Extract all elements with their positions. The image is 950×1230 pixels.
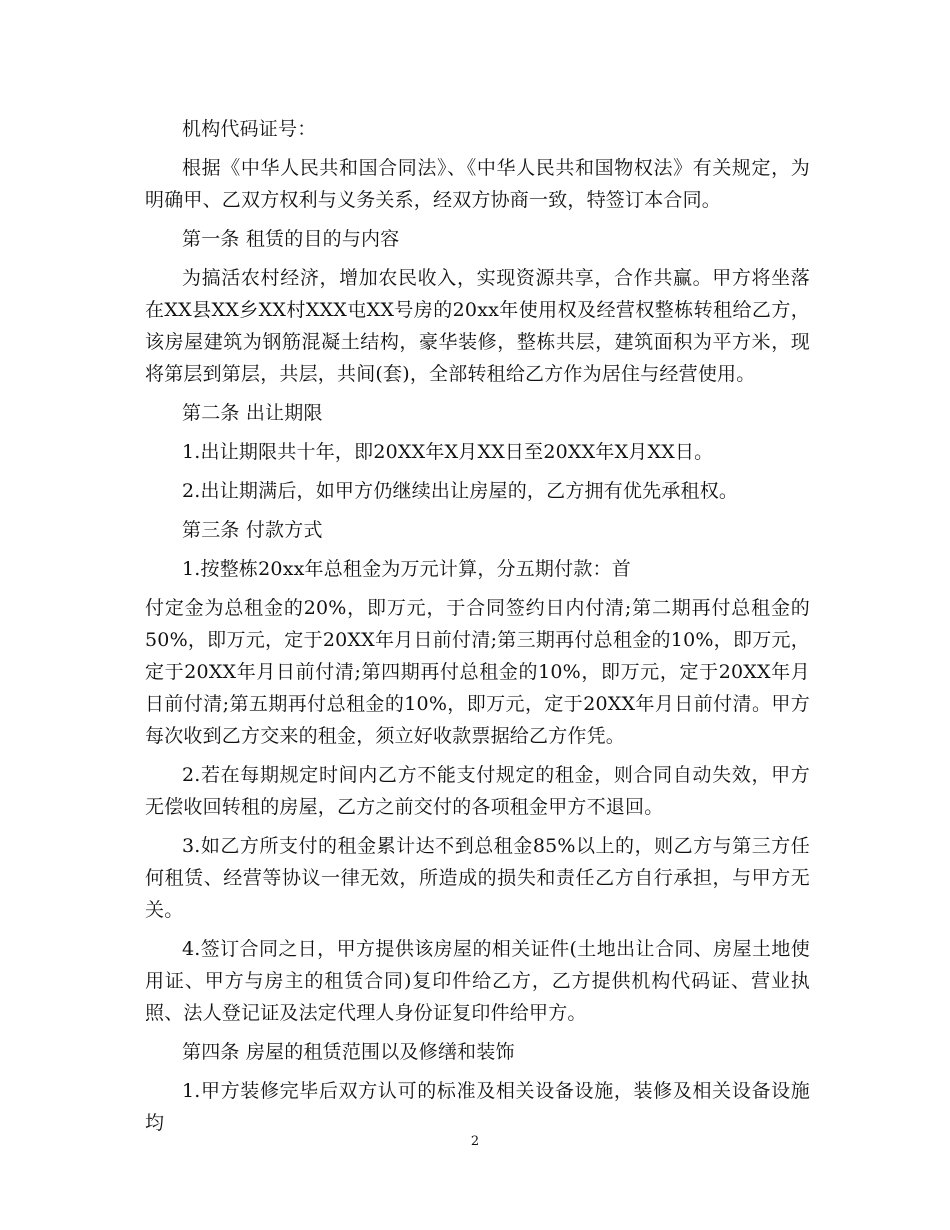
article-2-item-2: 2.出让期满后，如甲方仍继续出让房屋的，乙方拥有优先承租权。 [182,480,739,502]
article-1-heading: 第一条 租赁的目的与内容 [182,228,400,250]
article-4-item-1: 1.甲方装修完毕后双方认可的标准及相关设备设施，装修及相关设备设施均 [145,1080,810,1134]
article-4-heading: 第四条 房屋的租赁范围以及修缮和装饰 [182,1041,515,1063]
paragraph-legal-basis: 根据《中华人民共和国合同法》、《中华人民共和国物权法》有关规定，为明确甲、乙双方权利与义务关系，经双方协商一致，特签订本合同。 [145,157,810,211]
article-3-heading: 第三条 付款方式 [182,519,323,541]
paragraph-org-code: 机构代码证号： [182,118,317,140]
article-2-heading: 第二条 出让期限 [182,402,323,424]
article-3-item-4: 4.签订合同之日，甲方提供该房屋的相关证件(土地出让合同、房屋土地使用证、甲方与房主的租赁合同)复印件给乙方，乙方提供机构代码证、营业执照、法人登记证及法定代理人身份证复印件给甲方。 [145,938,810,1024]
document-body [145,113,810,1146]
article-2-item-1: 1.出让期限共十年，即20XX年X月XX日至20XX年X月XX日。 [182,441,714,463]
article-3-item-1: 1.按整栋20xx年总租金为万元计算，分五期付款：首 [182,558,631,580]
article-1-body: 为搞活农村经济，增加农民收入，实现资源共享，合作共赢。甲方将坐落在XX县XX乡XX村XXX屯XX号房的20xx年使用权及经营权整栋转租给乙方，该房屋建筑为钢筋混凝土结构，豪华装修，整栋共层，建筑面积为平方米，现将第层到第层，共层，共间(套)，全部转租给乙方作为居住与经营使用。 [145,267,810,385]
article-3-item-3: 3.如乙方所支付的租金累计达不到总租金85%以上的，则乙方与第三方任何租赁、经营等协议一律无效，所造成的损失和责任乙方自行承担，与甲方无关。 [145,835,810,921]
article-3-item-2: 2.若在每期规定时间内乙方不能支付规定的租金，则合同自动失效，甲方无偿收回转租的房屋，乙方之前交付的各项租金甲方不退回。 [145,764,810,818]
article-3-item-1-continued: 付定金为总租金的20%，即万元，于合同签约日内付清;第二期再付总租金的50%，即万元，定于20XX年月日前付清;第三期再付总租金的10%，即万元，定于20XX年月日前付清;第四期再付总租金的10%，即万元，定于20XX年月日前付清;第五期再付总租金的10%，即万元，定于20XX年月日前付清。甲方每次收到乙方交来的租金，须立好收款票据给乙方作凭。 [145,597,810,747]
page-number: 2 [470,1134,480,1149]
